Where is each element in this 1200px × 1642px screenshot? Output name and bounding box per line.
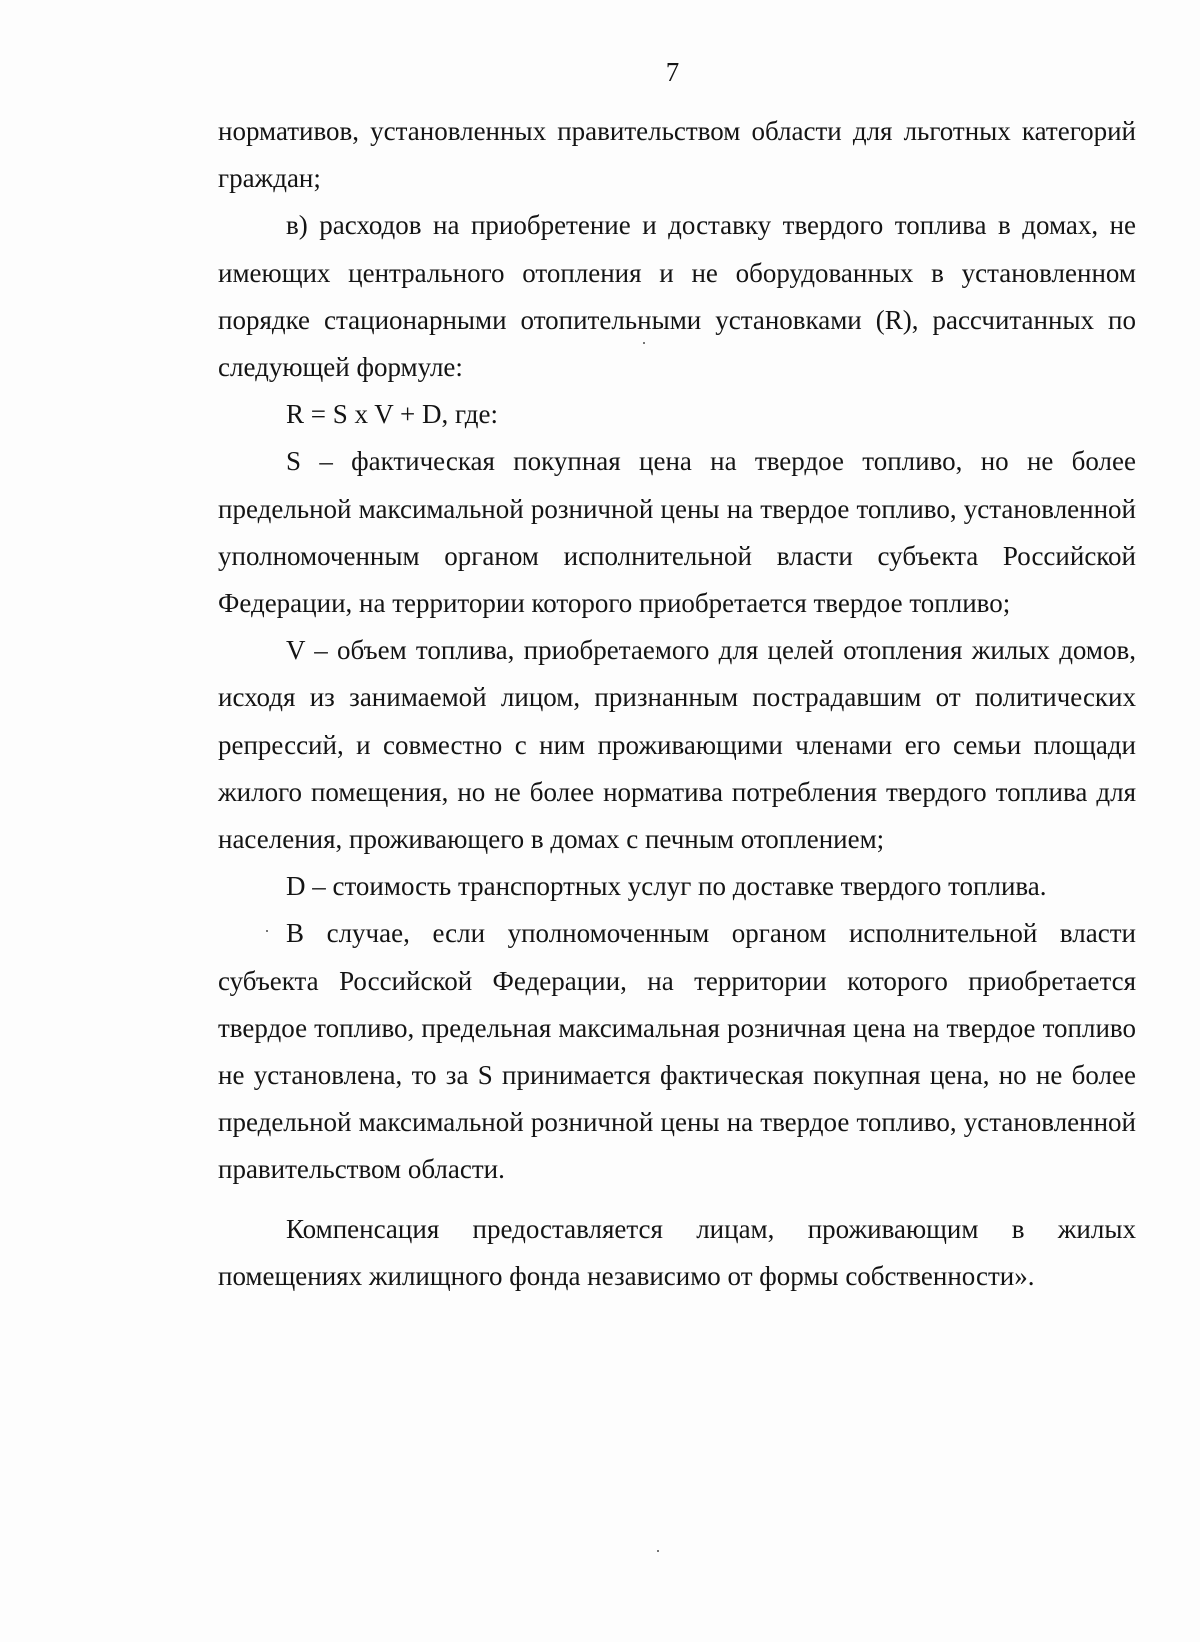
scan-speck [657, 1550, 659, 1552]
paragraph-compensation: Компенсация предоставляется лицам, проживающим в жилых помещениях жилищного фонда независимо от формы собственности». [218, 1213, 1136, 1291]
scan-speck [266, 930, 268, 932]
paragraph-definition-v: V – объем топлива, приобретаемого для целей отопления жилых домов, исходя из занимаемой лицом, признанным пострадавшим от политических репрессий, и совместно с ним проживающими членами его семьи площади жилого помещения, но не более норматива потребления твердого топлива для населения, проживающего в домах с печным отоплением; [218, 635, 1136, 855]
document-body [218, 108, 1136, 1300]
paragraph-continuation: нормативов, установленных правительством области для льготных категорий граждан; [218, 116, 1136, 194]
formula-r: R = S x V + D, где: [286, 399, 498, 430]
paragraph-definition-d: D – стоимость транспортных услуг по доставке твердого топлива. [286, 871, 1047, 902]
paragraph-definition-s: S – фактическая покупная цена на твердое топливо, но не более предельной максимальной розничной цены на твердое топливо, установленной уполномоченным органом исполнительной власти субъекта Российской Федерации, на территории которого приобретается твердое топливо; [218, 446, 1136, 619]
paragraph-item-v: в) расходов на приобретение и доставку твердого топлива в домах, не имеющих центрального отопления и не оборудованных в установленном порядке стационарными отопительными установками (R), рассчитанных по следующей формуле: [218, 210, 1136, 383]
page-number: 7 [665, 57, 680, 87]
paragraph-price-rule: В случае, если уполномоченным органом исполнительной власти субъекта Российской Федерации, на территории которого приобретается твердое топливо, предельная максимальная розничная цена на твердое топливо не установлена, то за S принимается фактическая покупная цена, но не более предельной максимальной розничной цены на твердое топливо, установленной правительством области. [218, 918, 1136, 1185]
scan-speck [643, 342, 645, 344]
